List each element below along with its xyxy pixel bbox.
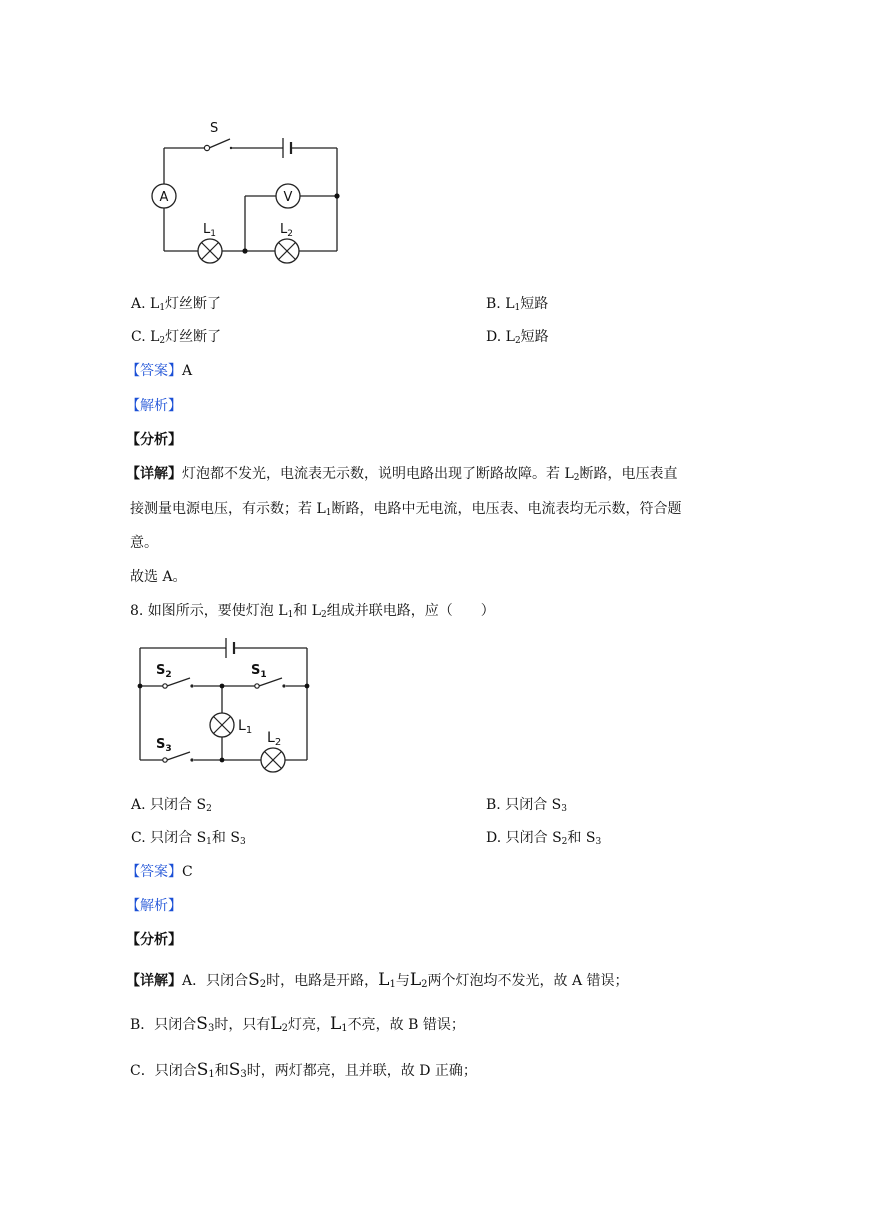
q7-detail-line-1: 【详解】灯泡都不发光，电流表无示数，说明电路出现了断路故障。若 $L_2$断路，电压表直 xyxy=(126,466,678,483)
q8-option-a: A. 只闭合 $S_2$ xyxy=(131,797,212,814)
lamp2-label: $L_2$ xyxy=(280,222,293,239)
q8-option-c: C. 只闭合 $S_1$和 $S_3$ xyxy=(131,830,246,847)
q8-analysis-heading: 【解析】 xyxy=(126,898,182,914)
q8-answer: 【答案】C xyxy=(126,864,193,880)
q7-circuit-diagram xyxy=(140,118,360,268)
q8-option-b: B. 只闭合 $S_3$ xyxy=(486,797,567,814)
q7-switch-pivot xyxy=(230,147,232,149)
q8-s3-label: $S_3$ xyxy=(156,737,172,754)
q7-detail-line-3: 意。 xyxy=(130,535,158,551)
lamp-l2-symbol xyxy=(275,239,299,263)
q8-lamp-l1-symbol xyxy=(210,713,234,737)
q8-fenxi-heading: 【分析】 xyxy=(126,932,182,948)
q7-analysis-heading: 【解析】 xyxy=(126,398,182,414)
q8-option-d: D. 只闭合 $S_2$和 $S_3$ xyxy=(486,830,602,847)
voltmeter-label: V xyxy=(283,190,293,205)
q7-conclusion: 故选 A。 xyxy=(130,569,187,585)
q8-detail-line-1: 【详解】A．只闭合$S_2$时，电路是开路，$L_1$与$L_2$两个灯泡均不发光，故 A 错误； xyxy=(126,970,629,990)
q8-detail-line-2: B．只闭合$S_3$时，只有$L_2$灯亮，$L_1$不亮，故 B 错误； xyxy=(130,1014,465,1034)
q8-detail-line-3: C．只闭合$S_1$和$S_3$时，两灯都亮，且并联，故 D 正确； xyxy=(130,1060,477,1080)
q7-option-d: D. $L_2$短路 xyxy=(486,329,549,346)
q8-circuit-diagram xyxy=(130,630,320,780)
q7-fenxi-heading: 【分析】 xyxy=(126,432,182,448)
q8-stem: 8. 如图所示，要使灯泡 $L_1$和 $L_2$组成并联电路，应（ ） xyxy=(130,603,495,620)
q8-l2-label: $L_2$ xyxy=(267,730,282,748)
lamp-l1-symbol xyxy=(198,239,222,263)
q7-detail-line-2: 接测量电源电压，有示数；若 $L_1$断路，电路中无电流，电压表、电流表均无示数，符合题 xyxy=(130,501,682,518)
ammeter-label: A xyxy=(159,190,169,205)
lamp1-label: $L_1$ xyxy=(203,222,216,239)
q8-lamp-l2-symbol xyxy=(261,748,285,772)
q8-s1-label: $S_1$ xyxy=(251,663,267,680)
q7-answer: 【答案】A xyxy=(126,363,193,379)
q8-l1-label: $L_1$ xyxy=(238,718,253,736)
switch-label: S xyxy=(210,121,219,136)
q7-option-a: A. $L_1$灯丝断了 xyxy=(131,296,222,313)
q7-option-c: C. $L_2$灯丝断了 xyxy=(131,329,222,346)
q8-s2-label: $S_2$ xyxy=(156,663,172,680)
q7-option-b: B. $L_1$短路 xyxy=(486,296,549,313)
